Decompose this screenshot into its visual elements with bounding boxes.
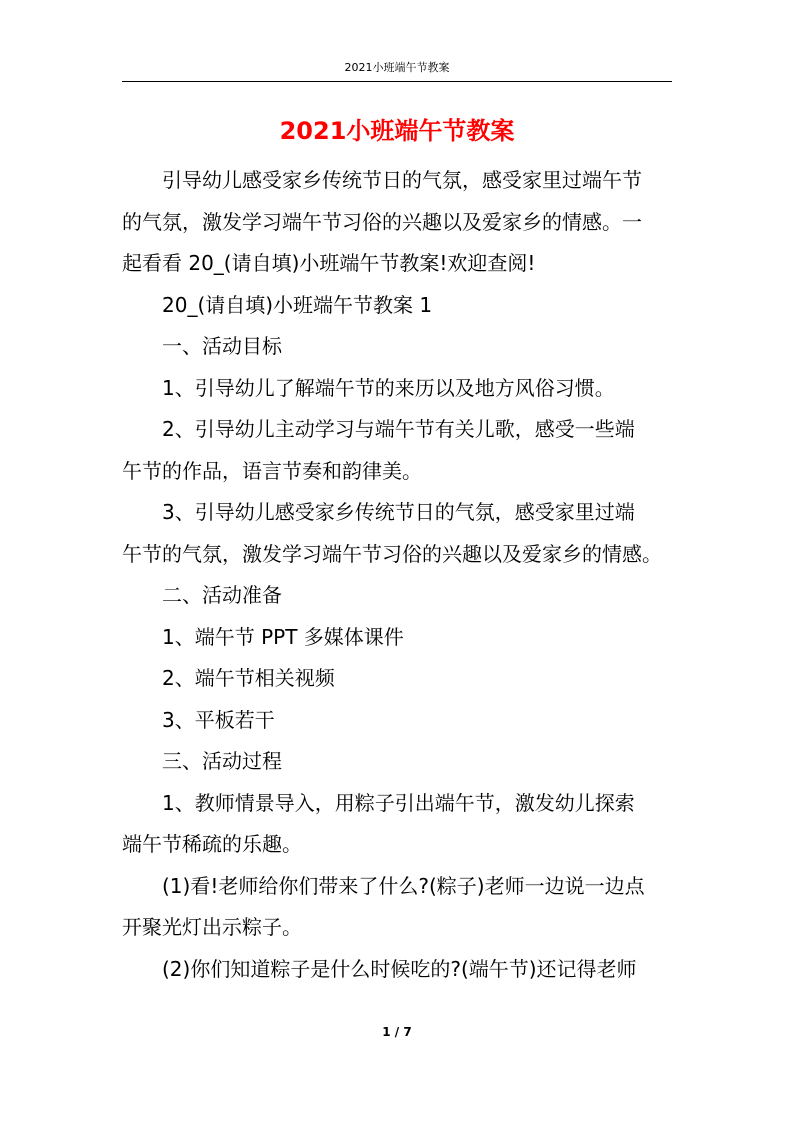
goal-item-2-line-2: 午节的作品，语言节奏和韵律美。 [122, 458, 422, 483]
section-heading-process: 三、活动过程 [162, 749, 282, 773]
intro-line-2: 的气氛，激发学习端午节习俗的兴趣以及爱家乡的情感。一 [122, 209, 642, 234]
prep-item-2: 2、端午节相关视频 [162, 666, 335, 690]
section-heading-goals: 一、活动目标 [162, 334, 282, 358]
process-item-1-line-1: 1、教师情景导入，用粽子引出端午节，激发幼儿探索 [162, 790, 635, 815]
intro-line-1: 引导幼儿感受家乡传统节日的气氛，感受家里过端午节 [162, 168, 642, 192]
document-title: 2021小班端午节教案 [279, 117, 515, 145]
section-heading-preparation: 二、活动准备 [162, 583, 282, 607]
lesson-subtitle: 20_(请自填)小班端午节教案 1 [162, 292, 433, 317]
header-divider [122, 81, 672, 82]
process-item-1b-line-1: (2)你们知道粽子是什么时候吃的?(端午节)还记得老师 [162, 956, 637, 981]
process-item-1a-line-1: (1)看!老师给你们带来了什么?(粽子)老师一边说一边点 [162, 873, 645, 898]
goal-item-1: 1、引导幼儿了解端午节的来历以及地方风俗习惯。 [162, 375, 615, 400]
prep-item-3: 3、平板若干 [162, 707, 275, 732]
process-item-1-line-2: 端午节稀疏的乐趣。 [122, 832, 302, 856]
page-number: 1 / 7 [382, 1025, 412, 1039]
process-item-1a-line-2: 开聚光灯出示粽子。 [122, 915, 302, 939]
document-body [122, 160, 672, 990]
running-header: 2021小班端午节教案 [344, 61, 450, 74]
goal-item-3-line-2: 午节的气氛，激发学习端午节习俗的兴趣以及爱家乡的情感。 [122, 541, 662, 566]
goal-item-2-line-1: 2、引导幼儿主动学习与端午节有关儿歌，感受一些端 [162, 417, 635, 441]
goal-item-3-line-1: 3、引导幼儿感受家乡传统节日的气氛，感受家里过端 [162, 500, 635, 524]
intro-line-3: 起看看 20_(请自填)小班端午节教案!欢迎查阅! [122, 251, 536, 275]
prep-item-1: 1、端午节 PPT 多媒体课件 [162, 624, 404, 649]
